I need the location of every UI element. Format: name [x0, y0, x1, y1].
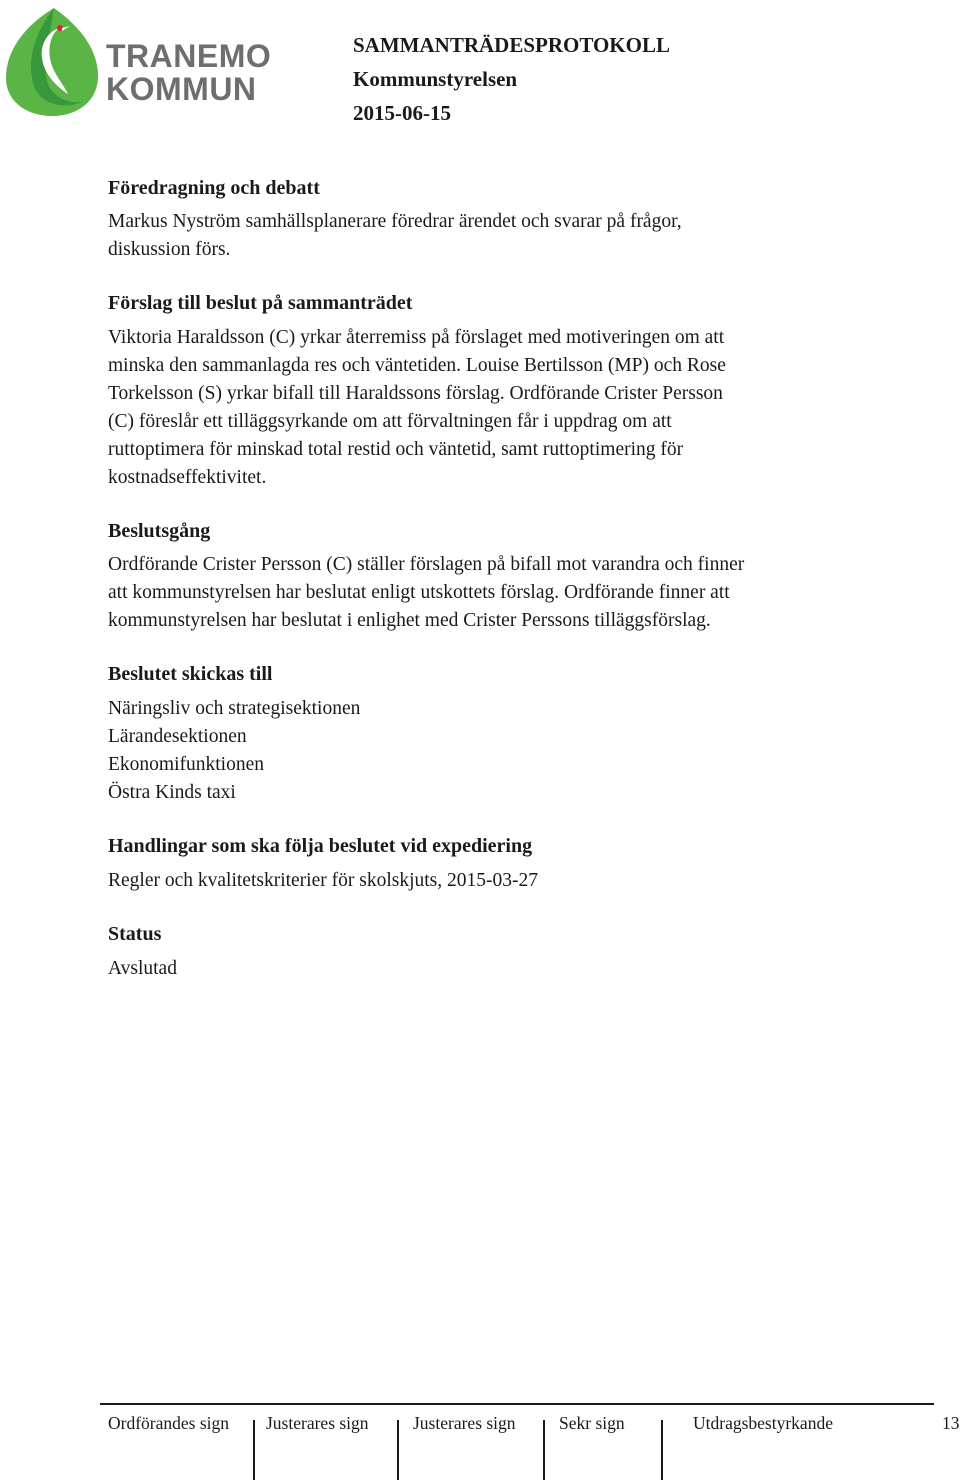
section-body-foredragning [108, 208, 868, 264]
text-line: (C) föreslår ett tilläggsyrkande om att förvaltningen får i uppdrag om att [108, 411, 672, 432]
list-item: Östra Kinds taxi [108, 782, 236, 803]
logo-wordmark [106, 40, 271, 106]
meeting-date: 2015-06-15 [353, 101, 451, 125]
section-body-beslutsgang [108, 551, 868, 635]
list-item: Lärandesektionen [108, 726, 247, 747]
page-number: 13 [942, 1413, 960, 1433]
sign-field-adjuster-2: Justerares sign [413, 1413, 516, 1433]
text-line: kommunstyrelsen har beslutat i enlighet med Crister Perssons tilläggsförslag. [108, 610, 711, 631]
section-title-status: Status [108, 923, 162, 945]
section-title-handlingar: Handlingar som ska följa beslutet vid expediering [108, 835, 533, 857]
section-title-beslutsgang: Beslutsgång [108, 520, 211, 542]
sign-field-extract-certifier: Utdragsbestyrkande [693, 1413, 833, 1433]
section-body-forslag [108, 324, 868, 492]
text-line: kostnadseffektivitet. [108, 467, 267, 488]
committee-name: Kommunstyrelsen [353, 67, 518, 91]
text-line: Markus Nyström samhällsplanerare föredrar ärendet och svarar på frågor, [108, 211, 682, 232]
section-title-foredragning: Föredragning och debatt [108, 177, 320, 199]
tranemo-kommun-logo [4, 6, 272, 118]
section-title-forslag: Förslag till beslut på sammanträdet [108, 292, 413, 314]
logo-line-2: KOMMUN [106, 71, 257, 107]
text-line: Regler och kvalitetskriterier för skolskjuts, 2015-03-27 [108, 870, 538, 891]
list-item: Ekonomifunktionen [108, 754, 264, 775]
text-line: Ordförande Crister Persson (C) ställer förslagen på bifall mot varandra och finner [108, 554, 745, 575]
footer-divider [100, 1403, 934, 1405]
section-body-handlingar [108, 867, 868, 895]
text-line: diskussion förs. [108, 239, 231, 260]
text-line: ruttoptimera för minskad total restid och väntetid, samt ruttoptimering för [108, 439, 684, 460]
logo-line-1: TRANEMO [106, 38, 272, 74]
text-line: att kommunstyrelsen har beslutat enligt utskottets förslag. Ordförande finner att [108, 582, 730, 603]
sign-separator [253, 1420, 255, 1480]
sign-field-chair: Ordförandes sign [108, 1413, 230, 1433]
list-item: Näringsliv och strategisektionen [108, 698, 361, 719]
section-title-skickas: Beslutet skickas till [108, 663, 273, 685]
text-line: Viktoria Haraldsson (C) yrkar återremiss på förslaget med motiveringen om att [108, 327, 725, 348]
status-value: Avslutad [108, 958, 177, 979]
sign-separator [543, 1420, 545, 1480]
section-body-status [108, 955, 868, 983]
crane-emblem-icon [4, 6, 100, 118]
text-line: Torkelsson (S) yrkar bifall till Haraldssons förslag. Ordförande Crister Persson [108, 383, 723, 404]
sign-field-secretary: Sekr sign [559, 1413, 625, 1433]
recipient-list [108, 695, 868, 807]
sign-separator [661, 1420, 663, 1480]
document-type: SAMMANTRÄDESPROTOKOLL [353, 33, 670, 57]
text-line: minska den sammanlagda res och väntetiden. Louise Bertilsson (MP) och Rose [108, 355, 726, 376]
sign-separator [397, 1420, 399, 1480]
sign-field-adjuster-1: Justerares sign [266, 1413, 369, 1433]
